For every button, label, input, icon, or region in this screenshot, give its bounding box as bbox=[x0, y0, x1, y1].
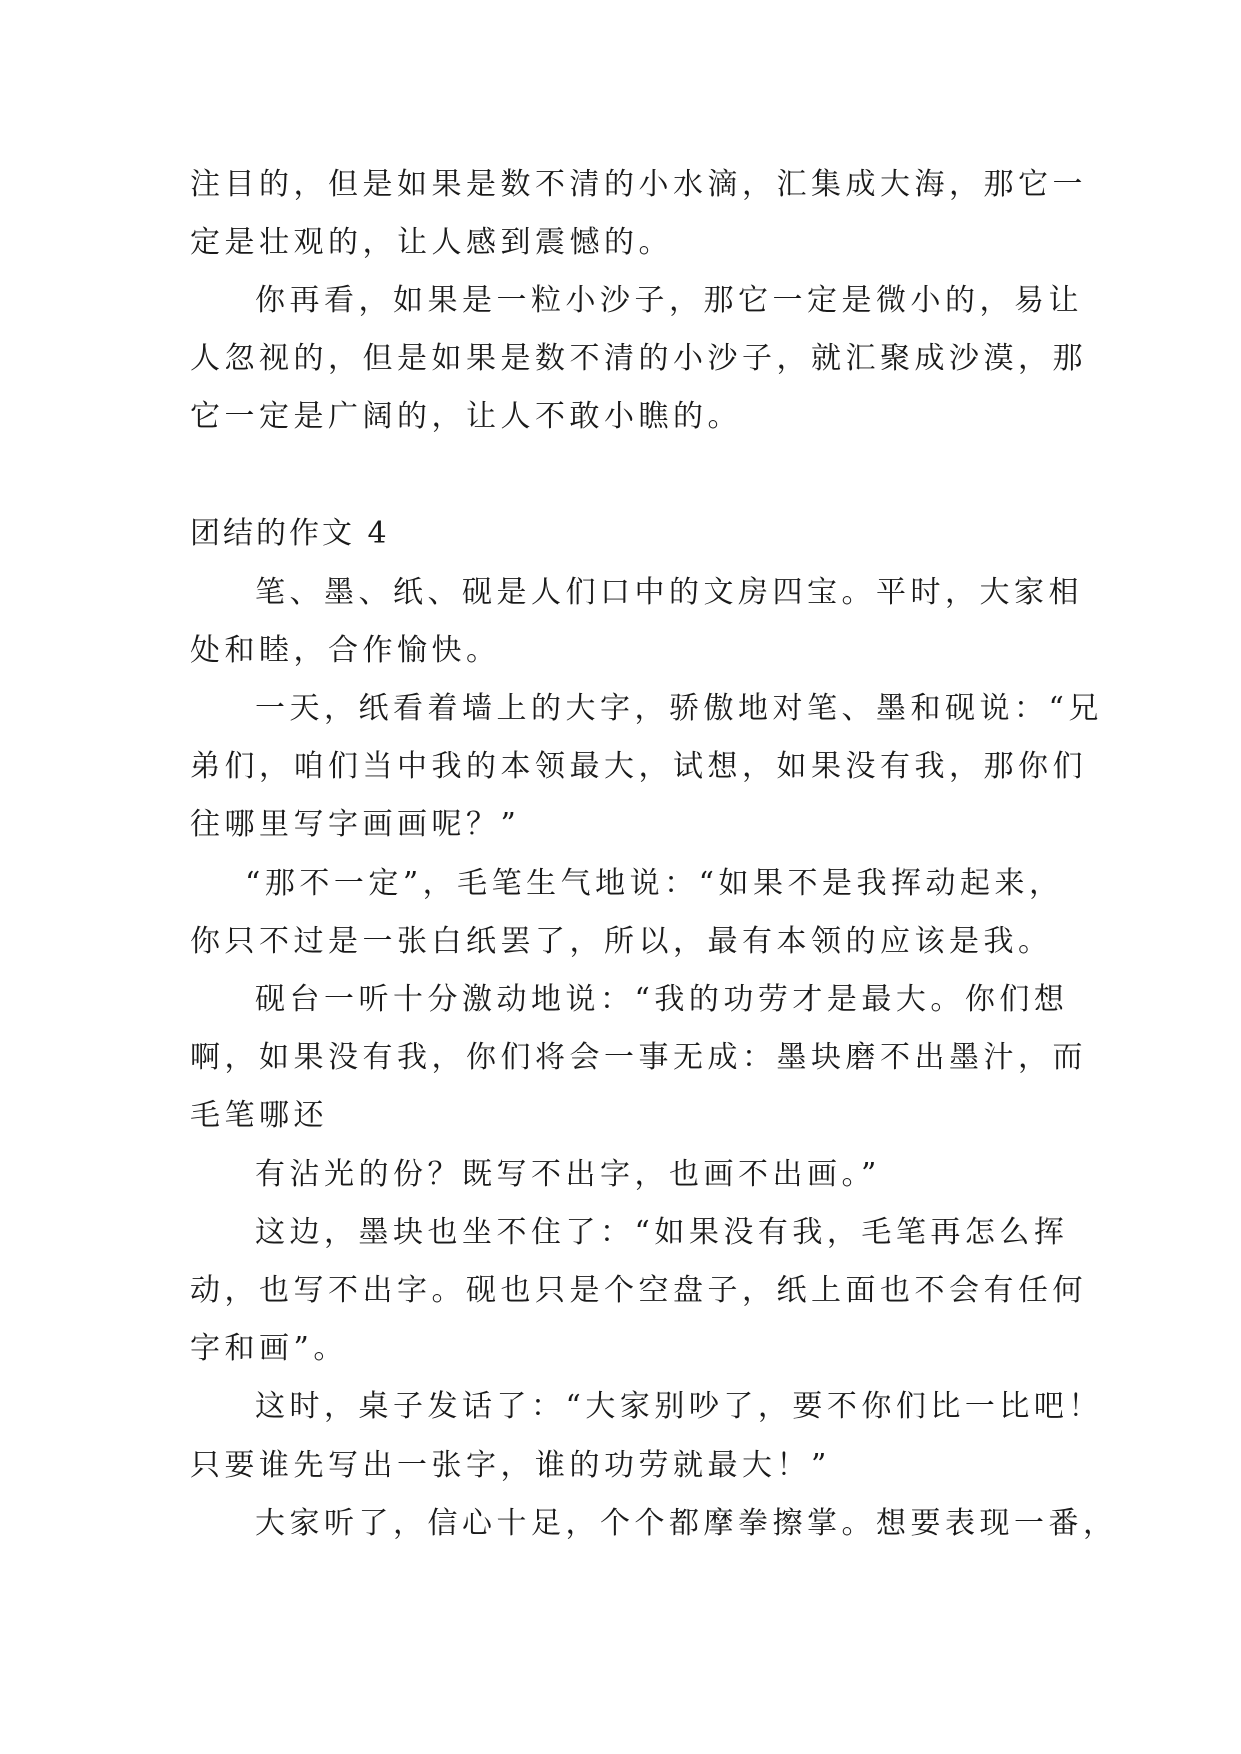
text-line: 毛笔哪还 bbox=[190, 1098, 328, 1133]
text-line: 啊，如果没有我，你们将会一事无成：墨块磨不出墨汁，而 bbox=[190, 1040, 1087, 1075]
text-line: 定是壮观的，让人感到震憾的。 bbox=[190, 225, 673, 260]
text-line: 弟们，咱们当中我的本领最大，试想，如果没有我，那你们 bbox=[190, 749, 1087, 784]
paragraph-start-line: 砚台一听十分激动地说：“我的功劳才是最大。你们想 bbox=[255, 982, 1069, 1017]
paragraph-start-line: 这边，墨块也坐不住了：“如果没有我，毛笔再怎么挥 bbox=[255, 1215, 1069, 1250]
text-line: 处和睦，合作愉快。 bbox=[190, 633, 501, 668]
paragraph-start-line: 你再看，如果是一粒小沙子，那它一定是微小的，易让 bbox=[255, 283, 1083, 318]
text-line: 只要谁先写出一张字，谁的功劳就最大！” bbox=[190, 1448, 831, 1483]
section-heading: 团结的作文 4 bbox=[190, 516, 390, 551]
paragraph-start-line: 大家听了，信心十足，个个都摩拳擦掌。想要表现一番， bbox=[255, 1506, 1118, 1541]
text-line: 你只不过是一张白纸罢了，所以，最有本领的应该是我。 bbox=[190, 924, 1053, 959]
text-line: 往哪里写字画画呢？” bbox=[190, 807, 521, 842]
text-line: 它一定是广阔的，让人不敢小瞧的。 bbox=[190, 399, 742, 434]
paragraph-start-line: 一天，纸看着墙上的大字，骄傲地对笔、墨和砚说：“兄 bbox=[255, 691, 1103, 726]
text-line: 字和画”。 bbox=[190, 1331, 348, 1366]
paragraph-start-line: “那不一定”，毛笔生气地说：“如果不是我挥动起来， bbox=[245, 866, 1064, 901]
paragraph-start-line: 笔、墨、纸、砚是人们口中的文房四宝。平时，大家相 bbox=[255, 575, 1083, 610]
paragraph-start-line: 有沾光的份？既写不出字，也画不出画。” bbox=[255, 1157, 881, 1192]
text-line: 注目的，但是如果是数不清的小水滴，汇集成大海，那它一 bbox=[190, 167, 1087, 202]
text-line: 人忽视的，但是如果是数不清的小沙子，就汇聚成沙漠，那 bbox=[190, 341, 1087, 376]
paragraph-start-line: 这时，桌子发话了：“大家别吵了，要不你们比一比吧！ bbox=[255, 1389, 1103, 1424]
text-line: 动，也写不出字。砚也只是个空盘子，纸上面也不会有任何 bbox=[190, 1273, 1087, 1308]
